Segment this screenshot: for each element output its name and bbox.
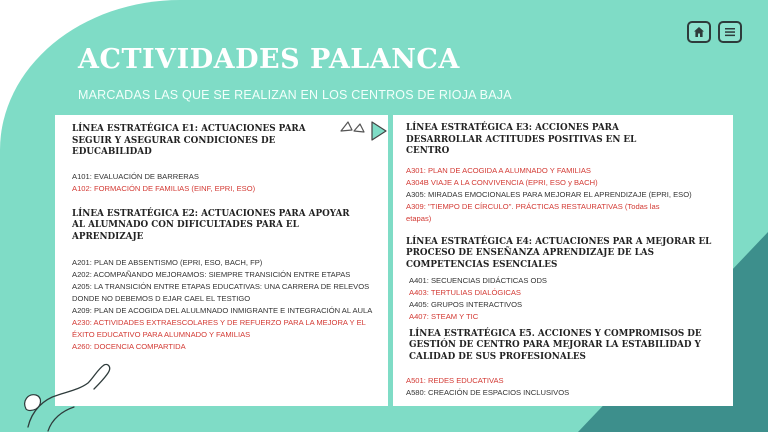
corner-triangle <box>0 0 60 60</box>
home-icon <box>693 26 705 38</box>
e4-item: A403: TERTULIAS DIALÓGICAS <box>409 287 521 297</box>
right-panel <box>393 115 733 406</box>
menu-icon <box>724 27 736 37</box>
e2-item: A201: PLAN DE ABSENTISMO (EPRI, ESO, BACH, FP) <box>72 257 263 267</box>
e4-item: A401: SECUENCIAS DIDÁCTICAS ODS <box>409 275 547 285</box>
page-subtitle: MARCADAS LAS QUE SE REALIZAN EN LOS CENTROS DE RIOJA BAJA <box>78 88 512 102</box>
triangle-decoration-icon <box>338 118 390 144</box>
e4-item: A405: GRUPOS INTERACTIVOS <box>409 299 523 309</box>
e1-item: A102: FORMACIÓN DE FAMILIAS (EINF, EPRI, ESO) <box>72 183 256 193</box>
e3-item: A301: PLAN DE ACOGIDA A ALUMNADO Y FAMILIAS <box>406 165 591 175</box>
e4-heading: LÍNEA ESTRATÉGICA E4: ACTUACIONES PAR A MEJORAR EL PROCESO DE ENSEÑANZA APRENDIZAJE DE LAS COMPETENCIAS ESENCIALES <box>406 236 712 270</box>
e2-item: A205: LA TRANSICIÓN ENTRE ETAPAS EDUCATIVAS: UNA CARRERA DE RELEVOS DONDE NO DEBEMOS D EJAR CAEL EL TESTIGO <box>72 281 370 303</box>
e4-item: A407: STEAM Y TIC <box>409 311 479 321</box>
menu-button[interactable] <box>718 21 742 43</box>
page-title: ACTIVIDADES PALANCA <box>78 44 460 75</box>
e2-item: A260: DOCENCIA COMPARTIDA <box>72 341 186 351</box>
e3-item: A304B VIAJE A LA CONVIVENCIA (EPRI, ESO y BACH) <box>406 177 598 187</box>
e5-heading: LÍNEA ESTRATÉGICA E5. ACCIONES Y COMPROMISOS DE GESTIÓN DE CENTRO PARA MEJORAR LA ESTABILIDAD Y CALIDAD DE SUS PROFESIONALES <box>409 328 702 362</box>
e1-item: A101: EVALUACIÓN DE BARRERAS <box>72 171 199 181</box>
home-button[interactable] <box>687 21 711 43</box>
e5-item: A501: REDES EDUCATIVAS <box>406 376 504 386</box>
e1-heading: LÍNEA ESTRATÉGICA E1: ACTUACIONES PARA SEGUIR Y ASEGURAR CONDICIONES DE EDUCABILIDAD <box>72 124 306 158</box>
person-doodle-illustration <box>18 355 118 432</box>
e2-heading: LÍNEA ESTRATÉGICA E2: ACTUACIONES PARA APOYAR AL ALUMNADO CON DIFICULTADES PARA EL APRENDIZAJE <box>72 208 350 242</box>
e3-item: A305: MIRADAS EMOCIONALES PARA MEJORAR EL APRENDIZAJE (EPRI, ESO) <box>406 189 692 199</box>
e3-heading: LÍNEA ESTRATÉGICA E3: ACCIONES PARA DESARROLLAR ACTITUDES POSITIVAS EN EL CENTRO <box>406 123 637 157</box>
e2-item: A202: ACOMPAÑANDO MEJORAMOS: SIEMPRE TRANSICIÓN ENTRE ETAPAS <box>72 269 351 279</box>
e5-item: A580: CREACIÓN DE ESPACIOS INCLUSIVOS <box>406 388 570 398</box>
e2-item: A230: ACTIVIDADES EXTRAESCOLARES Y DE REFUERZO PARA LA MEJORA Y EL ÉXITO EDUCATIVO PARA ALUMNADO Y FAMILIAS <box>72 317 366 339</box>
e2-item: A209: PLAN DE ACOGIDA DEL ALULMNADO INMIGRANTE E INTEGRACIÓN AL AULA <box>72 305 373 315</box>
e3-item: A309: "TIEMPO DE CÍRCULO". PRÁCTICAS RESTAURATIVAS (Todas las etapas) <box>406 201 660 223</box>
